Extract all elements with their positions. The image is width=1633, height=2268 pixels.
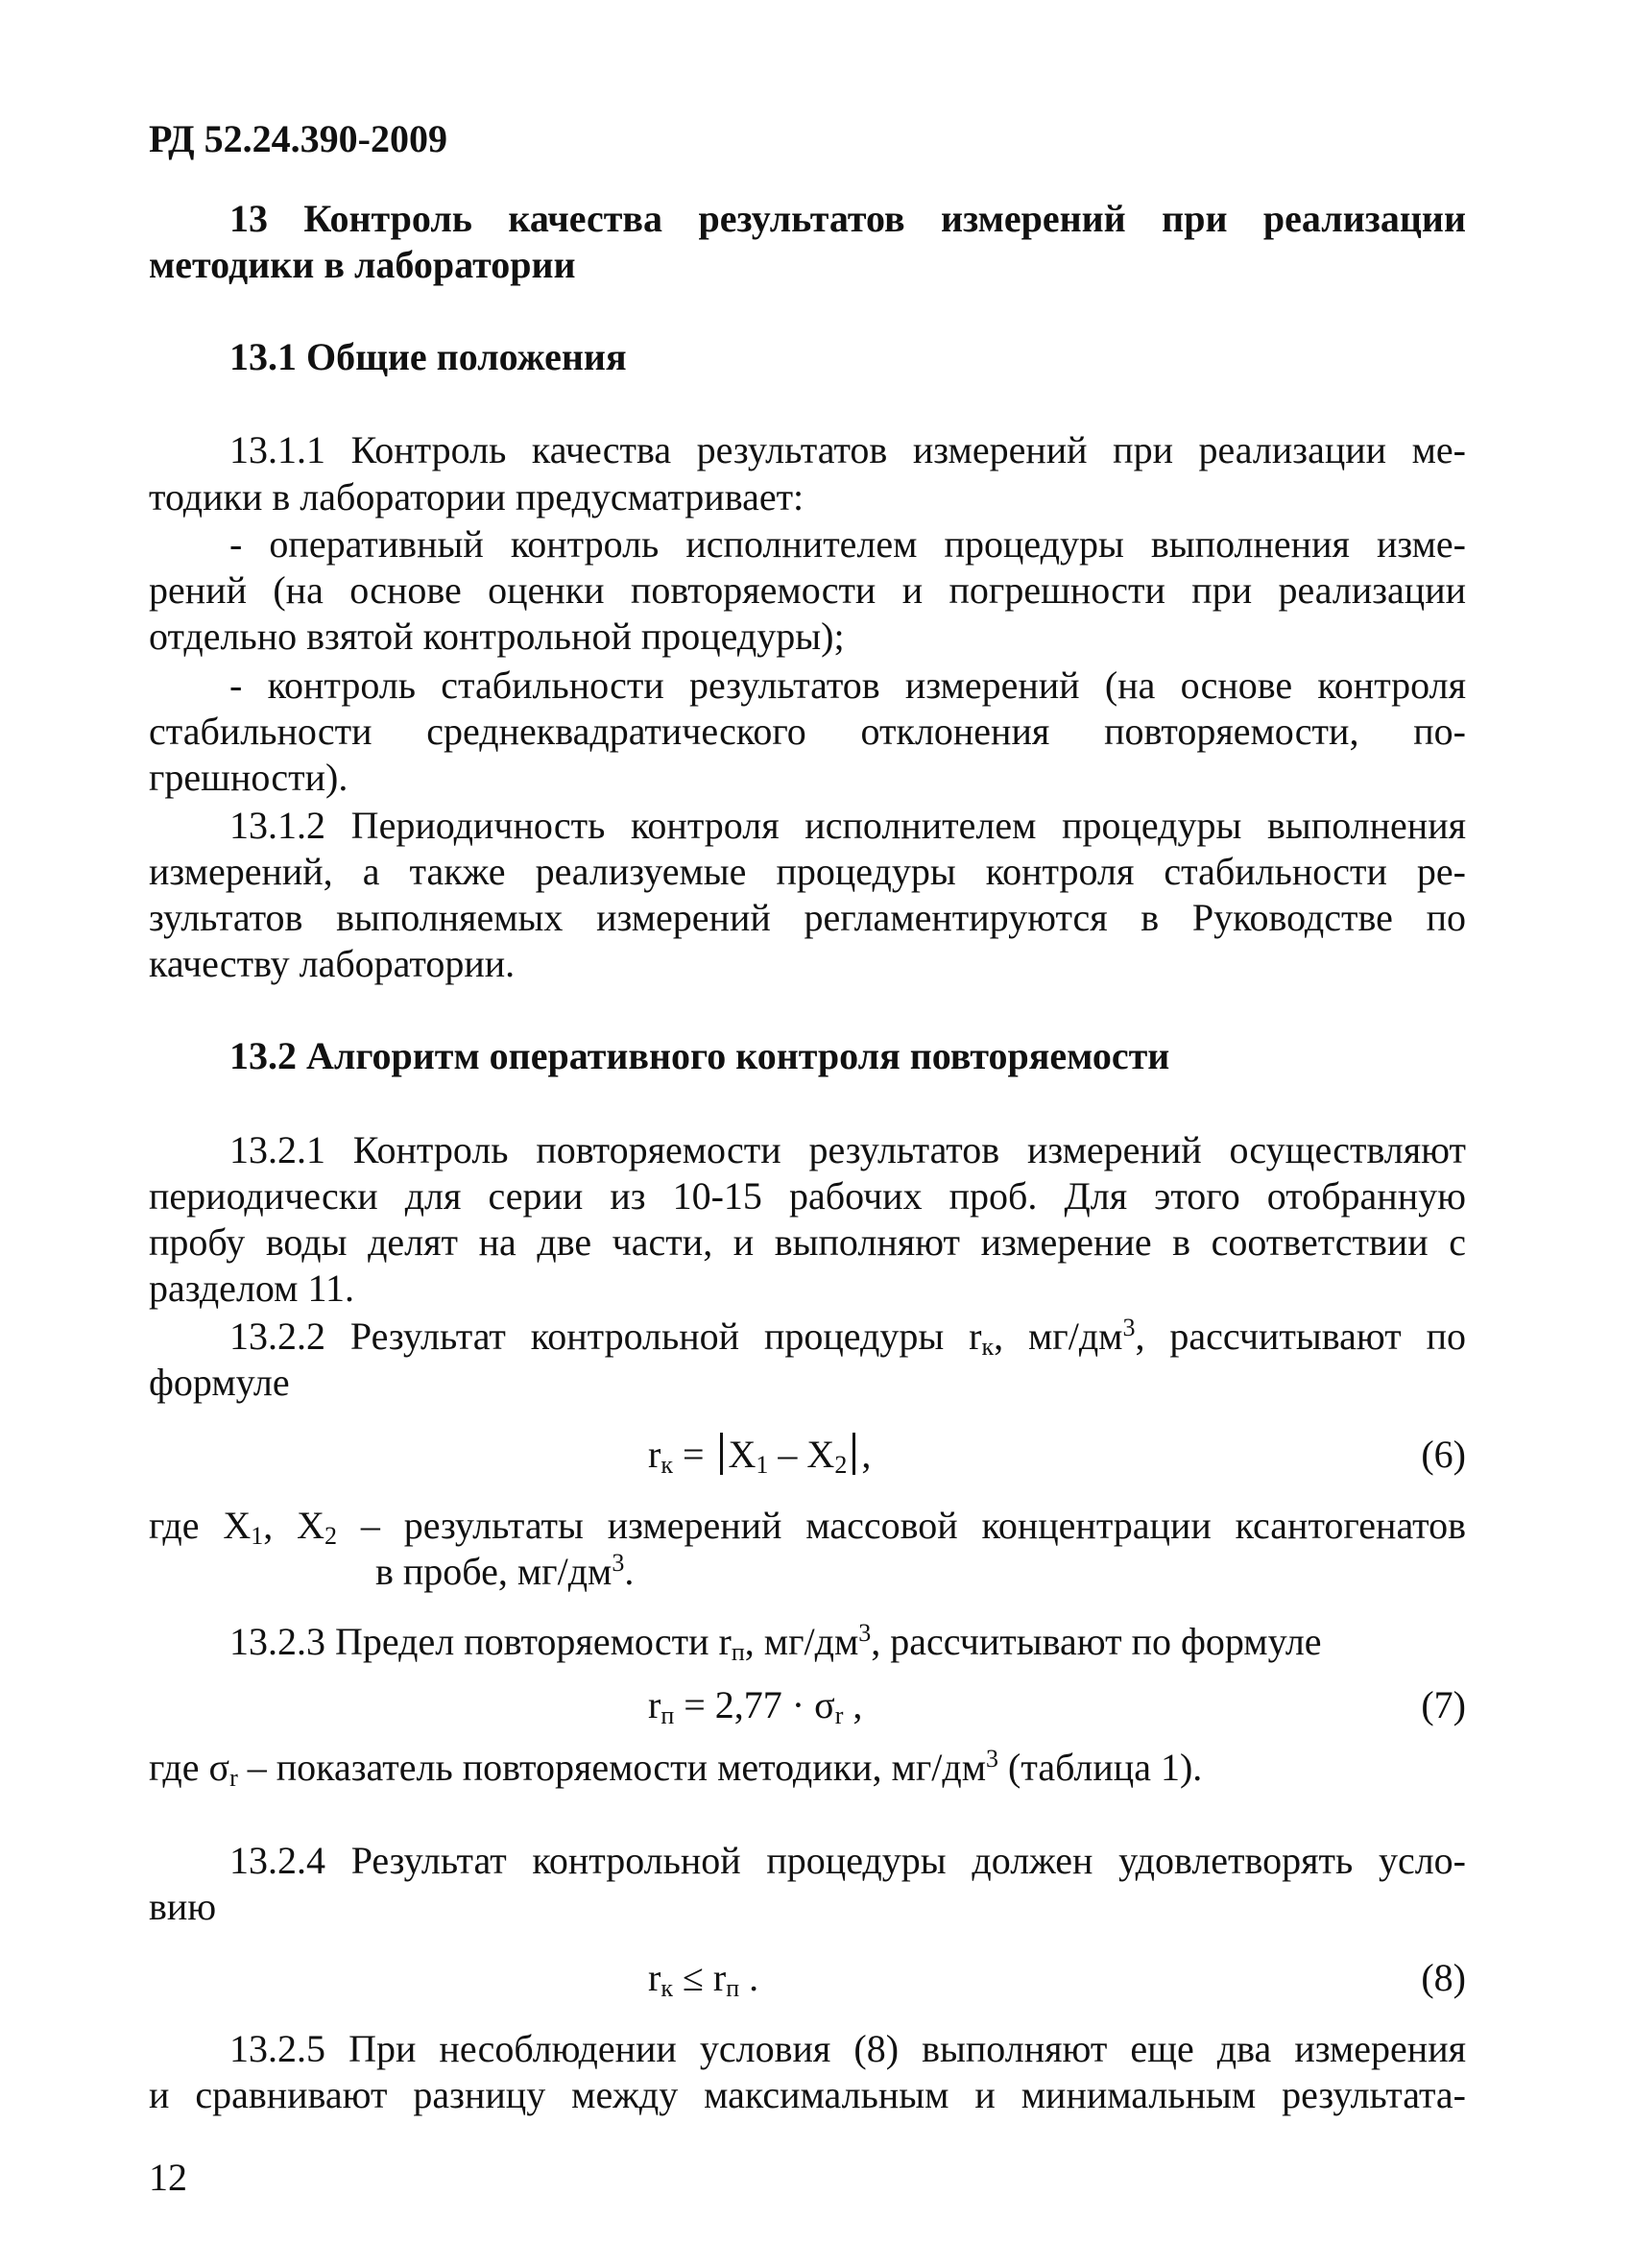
paragraph-13-1-2-line1: 13.1.2 Периодичность контроля исполнителем процедуры выполнения: [229, 804, 1466, 847]
section-13-title-line2: методики в лаборатории: [149, 243, 576, 286]
document-code: РД 52.24.390-2009: [149, 117, 447, 160]
where-6-line2: в пробе, $мг/дм^3$.: [375, 1549, 635, 1593]
paragraph-13-2-1-line4: разделом 11.: [149, 1267, 354, 1310]
bullet-2-line1: - контроль стабильности результатов измерений (на основе контроля: [229, 664, 1466, 707]
paragraph-13-2-3: 13.2.3 Предел повторяемости $r_п$, $мг/дм^3$, рассчитывают по формуле: [229, 1619, 1322, 1666]
page-number: 12: [149, 2156, 187, 2199]
paragraph-13-2-1-line2: периодически для серии из 10-15 рабочих проб. Для этого отобранную: [149, 1174, 1466, 1218]
section-13-title-line1: 13 Контроль качества результатов измерений при реализации: [229, 197, 1466, 240]
paragraph-13-1-2-line4: качеству лаборатории.: [149, 942, 516, 985]
where-7: где $\sigma_r$ – показатель повторяемости методики, $мг/дм^3$ (таблица 1).: [149, 1745, 1203, 1792]
equation-8-number: (8): [1421, 1956, 1466, 1999]
subsection-13-2-title: 13.2 Алгоритм оперативного контроля повторяемости: [229, 1034, 1170, 1077]
paragraph-13-2-5-line2: и сравнивают разницу между максимальным и минимальным результата-: [149, 2073, 1466, 2116]
bullet-1-line2: рений (на основе оценки повторяемости и погрешности при реализации: [149, 568, 1466, 612]
paragraph-13-1-1-line2: тодики в лаборатории предусматривает:: [149, 475, 804, 519]
bullet-2-line3: грешности).: [149, 756, 348, 799]
bullet-1-line3: отдельно взятой контрольной процедуры);: [149, 615, 845, 658]
subsection-13-1-title: 13.1 Общие положения: [229, 335, 627, 378]
paragraph-13-2-1-line3: пробу воды делят на две части, и выполняют измерение в соответствии с: [149, 1220, 1466, 1264]
bullet-1-line1: - оперативный контроль исполнителем процедуры выполнения изме-: [229, 522, 1466, 566]
paragraph-13-2-5-line1: 13.2.5 При несоблюдении условия (8) выполняют еще два измерения: [229, 2027, 1466, 2070]
abs-bar-left: [720, 1433, 723, 1475]
paragraph-13-2-2-line1: 13.2.2 Результат контрольной процедуры $r_к$, $мг/дм^3$, рассчитывают по: [229, 1314, 1466, 1361]
abs-bar-right: [853, 1433, 855, 1475]
equation-8: $r_к \le r_п$ .: [648, 1956, 759, 2002]
paragraph-13-2-4-line1: 13.2.4 Результат контрольной процедуры должен удовлетворять усло-: [229, 1839, 1466, 1882]
equation-7-number: (7): [1421, 1683, 1466, 1726]
bullet-2-line2: стабильности среднеквадратического отклонения повторяемости, по-: [149, 710, 1466, 753]
paragraph-13-1-2-line2: измерений, а также реализуемые процедуры контроля стабильности ре-: [149, 850, 1466, 893]
where-6-line1: где $X_1$, $X_2$ – результаты измерений массовой концентрации ксантогенатов: [149, 1504, 1467, 1550]
equation-6-number: (6): [1421, 1433, 1466, 1476]
paragraph-13-2-2-line2: формуле: [149, 1361, 290, 1404]
paragraph-13-1-1-line1: 13.1.1 Контроль качества результатов измерений при реализации ме-: [229, 428, 1466, 471]
paragraph-13-2-4-line2: вию: [149, 1885, 217, 1928]
paragraph-13-2-1-line1: 13.2.1 Контроль повторяемости результатов измерений осуществляют: [229, 1128, 1466, 1171]
equation-6: $r_к = X_1 - X_2$ ,: [648, 1433, 872, 1479]
paragraph-13-1-2-line3: зультатов выполняемых измерений регламентируются в Руководстве по: [149, 896, 1466, 939]
equation-7: $r_п = 2,77 \cdot \sigma_r$ ,: [648, 1683, 863, 1729]
